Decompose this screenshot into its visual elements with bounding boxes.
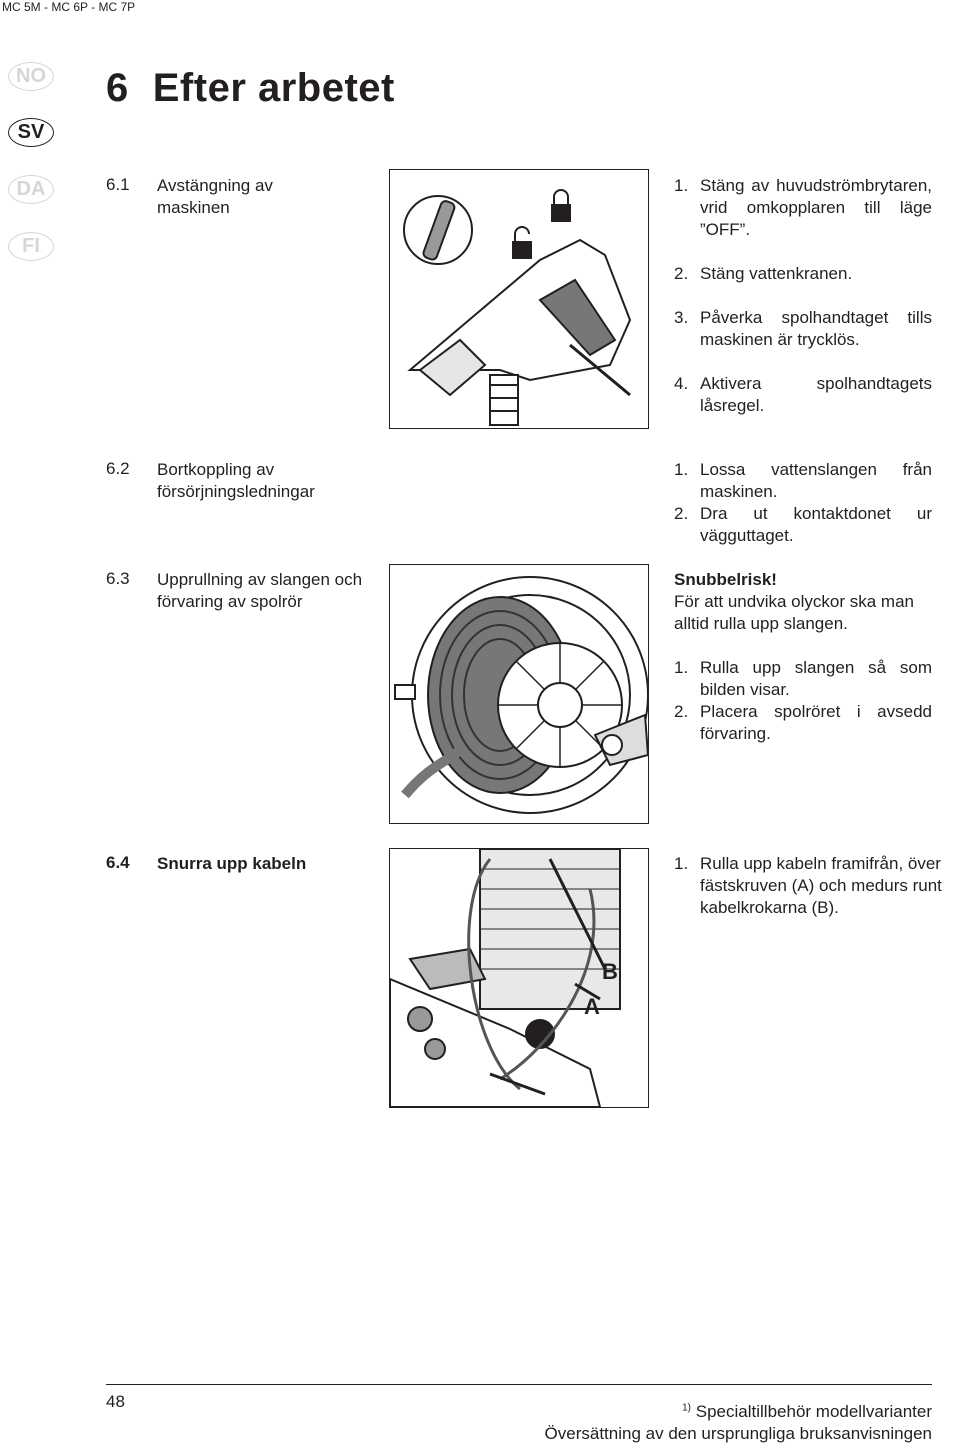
document-header: MC 5M - MC 6P - MC 7P — [2, 0, 136, 14]
step-number: 2. — [674, 702, 689, 721]
step-number: 3. — [674, 308, 689, 327]
step-item — [674, 373, 932, 417]
warning-text: För att undvika olyckor ska man alltid rulla upp slangen. — [674, 592, 914, 633]
chapter-title-text: Efter arbetet — [152, 66, 395, 110]
label-b: B — [602, 959, 618, 984]
hose-reel-figure — [389, 564, 649, 824]
step-item — [674, 263, 932, 285]
step-number: 1. — [674, 460, 689, 479]
step-item — [674, 701, 932, 745]
steps-6-4 — [674, 853, 959, 919]
section-title: Bortkoppling av försörjningsledningar — [157, 460, 315, 501]
steps-6-2 — [674, 459, 932, 547]
page-number: 48 — [106, 1392, 125, 1411]
step-number: 1. — [674, 658, 689, 677]
warning-title: Snubbelrisk! — [674, 570, 777, 589]
step-text: Lossa vattenslangen från maskinen. — [700, 460, 932, 501]
step-text: Rulla upp slangen så som bilden visar. — [700, 658, 932, 699]
section-number: 6.4 — [106, 853, 130, 872]
language-tab-fi[interactable]: FI — [8, 232, 54, 261]
step-item — [674, 459, 932, 503]
hose-reel-illustration — [390, 565, 648, 823]
step-number: 2. — [674, 504, 689, 523]
step-number: 1. — [674, 854, 689, 873]
footnote — [682, 1402, 932, 1422]
section-number: 6.2 — [106, 459, 130, 478]
step-number: 1. — [674, 176, 689, 195]
language-tab-sv[interactable]: SV — [8, 118, 54, 147]
footer-divider — [106, 1384, 932, 1385]
section-title: Snurra upp kabeln — [157, 854, 307, 873]
step-text: Placera spolröret i avsedd förvaring. — [700, 702, 932, 743]
chapter-title — [106, 66, 395, 111]
step-item — [674, 307, 932, 351]
step-item — [674, 175, 932, 241]
step-text: Dra ut kontaktdonet ur vägguttaget. — [700, 504, 932, 545]
section-number: 6.3 — [106, 569, 130, 588]
step-text: Stäng av huvudströmbrytaren, vrid omkopplaren till läge ”OFF”. — [700, 176, 932, 239]
step-item — [674, 657, 932, 701]
section-title: Upprullning av slangen och förvaring av spolrör — [157, 570, 363, 611]
footnote-mark: 1) — [682, 1402, 692, 1414]
section-title: Avstängning av maskinen — [157, 176, 273, 217]
footnote-text: Specialtillbehör modellvarianter — [695, 1402, 932, 1421]
step-number: 4. — [674, 374, 689, 393]
step-text: Rulla upp kabeln framifrån, över fästskruven (A) och medurs runt kabelkrokarna (B). — [700, 854, 942, 917]
language-tab-no[interactable]: NO — [8, 62, 54, 91]
steps-6-1 — [674, 175, 932, 417]
step-text: Stäng vattenkranen. — [700, 264, 853, 283]
steps-6-3 — [674, 569, 932, 745]
label-a: A — [584, 994, 600, 1019]
section-number: 6.1 — [106, 175, 130, 194]
chapter-number: 6 — [106, 66, 129, 110]
language-tab-da[interactable]: DA — [8, 175, 54, 204]
trigger-gun-figure — [389, 169, 649, 429]
step-item — [674, 853, 959, 919]
translation-note: Översättning av den ursprungliga bruksanvisningen — [544, 1424, 932, 1443]
cable-hook-figure — [389, 848, 649, 1108]
trigger-gun-illustration — [390, 170, 648, 428]
step-number: 2. — [674, 264, 689, 283]
step-text: Påverka spolhandtaget tills maskinen är trycklös. — [700, 308, 932, 349]
step-text: Aktivera spolhandtagets låsregel. — [700, 374, 932, 415]
step-item — [674, 503, 932, 547]
